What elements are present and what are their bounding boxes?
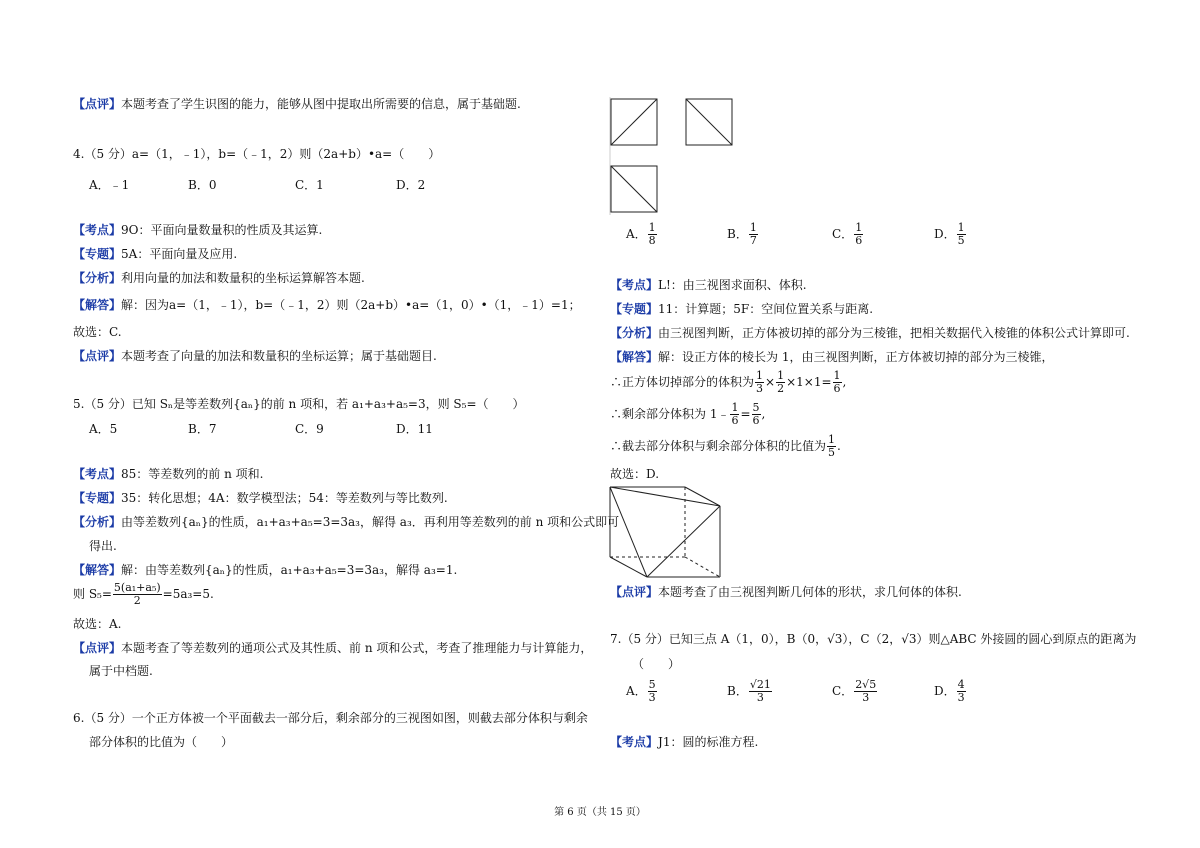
option-a: A． $\frac{5}{3}$ bbox=[626, 678, 656, 704]
question-6-stem: 6.（5 分）一个正方体被一个平面截去一部分后，剩余部分的三视图如图，则截去部分体积与剩余 bbox=[73, 711, 588, 725]
jieda-q5: 【解答】解：由等差数列{aₙ}的性质，a₁+a₃+a₅=3=3a₃，解得 a₃=1. bbox=[73, 563, 458, 577]
step-2: ∴剩余部分体积为 1﹣ $\frac{1}{6}$ = $\frac{5}{6}$ , bbox=[610, 401, 766, 427]
option-c: C． $\frac{2√5}{3}$ bbox=[832, 678, 877, 704]
option-a: A．5 bbox=[89, 422, 118, 436]
option-d: D． $\frac{4}{3}$ bbox=[934, 678, 965, 704]
cut-edge bbox=[647, 506, 720, 577]
answer-q4: 故选：C. bbox=[73, 325, 122, 339]
option-c: C．1 bbox=[295, 178, 324, 192]
top-view-diagonal bbox=[611, 166, 657, 212]
three-view-figure bbox=[610, 97, 730, 215]
option-c: C．9 bbox=[295, 422, 324, 436]
question-6-stem-cont: 部分体积的比值为（ ） bbox=[89, 735, 234, 749]
cube-edge bbox=[610, 557, 647, 577]
cube-figure bbox=[610, 487, 722, 579]
page-footer: 第 6 页（共 15 页） bbox=[554, 807, 646, 818]
option-b: B．7 bbox=[188, 422, 217, 436]
fenxi-q5: 【分析】由等差数列{aₙ}的性质，a₁+a₃+a₅=3=3a₃，解得 a₃．再利用等差数列的前 n 项和公式即可 bbox=[73, 515, 620, 529]
option-b: B． $\frac{1}{7}$ bbox=[727, 221, 757, 247]
tag: 【点评】 bbox=[73, 97, 122, 111]
fraction: $\frac{\text{5(a₁+a₅)}}{2}$ bbox=[113, 581, 161, 607]
option-a: A． $\frac{1}{8}$ bbox=[626, 221, 656, 247]
zhuanti-q4: 【专题】5A：平面向量及应用. bbox=[73, 247, 238, 261]
hidden-edge bbox=[685, 557, 720, 577]
dianping-q5: 【点评】本题考查了等差数列的通项公式及其性质、前 n 项和公式，考查了推理能力与计算能力， bbox=[73, 641, 593, 655]
dianping-q6: 【点评】本题考查了由三视图判断几何体的形状，求几何体的体积. bbox=[610, 585, 962, 599]
answer-q6: 故选：D. bbox=[610, 467, 660, 481]
jieda-q4: 【解答】解：因为a=（1，﹣1），b=（﹣1，2）则（2a+b）•a=（1，0）•（1，﹣1）=1； bbox=[73, 298, 581, 312]
option-a: A．﹣1 bbox=[89, 178, 130, 192]
s5-formula: 则 S₅= $\frac{\text{5(a₁+a₅)}}{2}$ =5a₃=5. bbox=[73, 581, 214, 607]
option-b: B．0 bbox=[188, 178, 217, 192]
option-c: C． $\frac{1}{6}$ bbox=[832, 221, 863, 247]
kaodian-q7: 【考点】J1：圆的标准方程. bbox=[610, 735, 759, 749]
side-view-diagonal bbox=[686, 99, 732, 145]
dianping-q4: 【点评】本题考查了向量的加法和数量积的坐标运算；属于基础题目. bbox=[73, 349, 437, 363]
fenxi-q5-cont: 得出. bbox=[89, 539, 117, 553]
kaodian-q4: 【考点】9O：平面向量数量积的性质及其运算. bbox=[73, 223, 323, 237]
step-1: ∴正方体切掉部分的体积为 $\frac{1}{3}$ × $\frac{1}{2}$ ×1×1= $\frac{1}{6}$ , bbox=[610, 369, 847, 395]
question-7-stem-cont: （ ） bbox=[632, 657, 681, 671]
fenxi-q6: 【分析】由三视图判断，正方体被切掉的部分为三棱锥，把相关数据代入棱锥的体积公式计算即可. bbox=[610, 326, 1130, 340]
cut-edge bbox=[610, 487, 647, 577]
zhuanti-q6: 【专题】11：计算题；5F：空间位置关系与距离. bbox=[610, 302, 874, 316]
dianping-q5-cont: 属于中档题. bbox=[89, 664, 153, 678]
jieda-q6: 【解答】解：设正方体的棱长为 1，由三视图判断，正方体被切掉的部分为三棱锥， bbox=[610, 350, 1054, 364]
option-d: D． $\frac{1}{5}$ bbox=[934, 221, 965, 247]
step-3: ∴截去部分体积与剩余部分体积的比值为 $\frac{1}{5}$ . bbox=[610, 433, 841, 459]
front-view-diagonal bbox=[611, 99, 657, 145]
kaodian-q6: 【考点】L!：由三视图求面积、体积. bbox=[610, 278, 807, 292]
question-7-stem: 7.（5 分）已知三点 A（1，0），B（0，√3），C（2，√3）则△ABC 外接圆的圆心到原点的距离为 bbox=[610, 632, 1137, 646]
zhuanti-q5: 【专题】35：转化思想；4A：数学模型法；54：等差数列与等比数列. bbox=[73, 491, 448, 505]
question-5-stem: 5.（5 分）已知 Sₙ是等差数列{aₙ}的前 n 项和，若 a₁+a₃+a₅=3，则 S₅=（ ） bbox=[73, 397, 525, 411]
option-b: B． $\frac{√21}{3}$ bbox=[727, 678, 771, 704]
option-d: D．11 bbox=[396, 422, 433, 436]
kaodian-q5: 【考点】85：等差数列的前 n 项和. bbox=[73, 467, 264, 481]
option-d: D．2 bbox=[396, 178, 426, 192]
answer-q5: 故选：A. bbox=[73, 617, 122, 631]
comment-q3: 【点评】本题考查了学生识图的能力，能够从图中提取出所需要的信息，属于基础题. bbox=[73, 97, 521, 111]
question-4-stem: 4.（5 分）a=（1，﹣1），b=（﹣1，2）则（2a+b）•a=（ ） bbox=[73, 147, 441, 161]
fenxi-q4: 【分析】利用向量的加法和数量积的坐标运算解答本题. bbox=[73, 271, 365, 285]
